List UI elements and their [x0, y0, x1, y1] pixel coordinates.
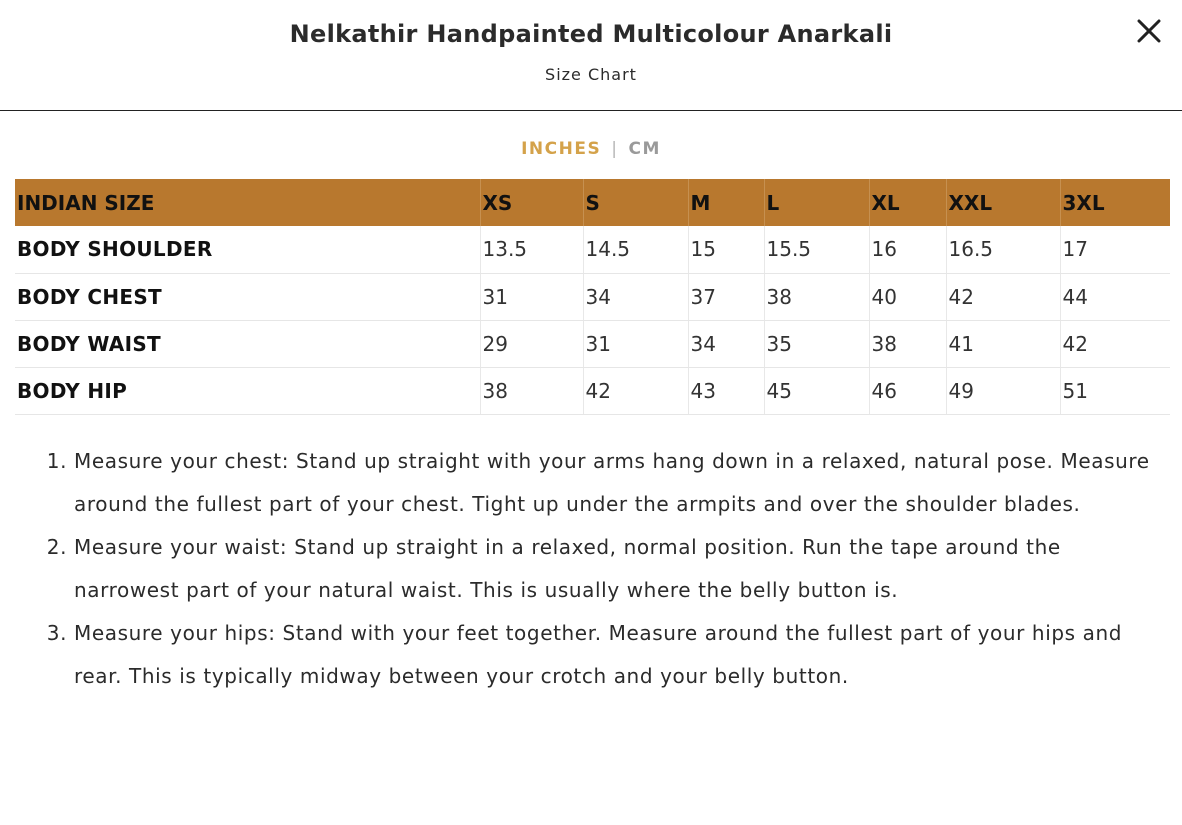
row-label: BODY WAIST	[15, 320, 480, 367]
table-cell: 13.5	[480, 226, 583, 273]
unit-toggle	[0, 139, 1182, 159]
unit-cm-tab[interactable]: CM	[628, 139, 661, 159]
table-cell: 34	[583, 273, 688, 320]
table-cell: 14.5	[583, 226, 688, 273]
table-cell: 37	[688, 273, 764, 320]
measurement-instructions	[30, 440, 1170, 698]
instruction-item: 3. Measure your hips: Stand with your feet together. Measure around the fullest part of your hips and rear. This is typically midway between your crotch and your belly button.	[74, 612, 1170, 698]
column-header: XL	[869, 179, 946, 226]
table-cell: 46	[869, 367, 946, 414]
size-table	[15, 179, 1170, 415]
table-cell: 15.5	[764, 226, 869, 273]
row-label: BODY SHOULDER	[15, 226, 480, 273]
table-cell: 38	[764, 273, 869, 320]
table-cell: 38	[480, 367, 583, 414]
column-header: L	[764, 179, 869, 226]
instruction-item: 2. Measure your waist: Stand up straight in a relaxed, normal position. Run the tape around the narrowest part of your natural waist. This is usually where the belly button is.	[74, 526, 1170, 612]
column-header: XXL	[946, 179, 1060, 226]
table-row	[15, 320, 1170, 367]
table-cell: 49	[946, 367, 1060, 414]
table-cell: 42	[1060, 320, 1170, 367]
table-cell: 31	[583, 320, 688, 367]
column-header: M	[688, 179, 764, 226]
size-chart-subtitle: Size Chart	[545, 65, 637, 84]
table-cell: 51	[1060, 367, 1170, 414]
close-button[interactable]	[1132, 14, 1166, 48]
table-row	[15, 226, 1170, 273]
table-header-row	[15, 179, 1170, 226]
product-title: Nelkathir Handpainted Multicolour Anarkali	[289, 20, 893, 48]
table-cell: 44	[1060, 273, 1170, 320]
table-cell: 34	[688, 320, 764, 367]
row-label: BODY HIP	[15, 367, 480, 414]
unit-inches-tab[interactable]: INCHES	[521, 139, 602, 159]
table-cell: 16.5	[946, 226, 1060, 273]
table-cell: 17	[1060, 226, 1170, 273]
table-cell: 41	[946, 320, 1060, 367]
table-cell: 40	[869, 273, 946, 320]
row-label: BODY CHEST	[15, 273, 480, 320]
instruction-item: 1. Measure your chest: Stand up straight with your arms hang down in a relaxed, natural pose. Measure around the fullest part of your chest. Tight up under the armpits and over the shoulder blades.	[74, 440, 1170, 526]
table-cell: 31	[480, 273, 583, 320]
table-cell: 43	[688, 367, 764, 414]
unit-separator: |	[611, 139, 619, 159]
table-cell: 42	[583, 367, 688, 414]
column-header: 3XL	[1060, 179, 1170, 226]
column-header: XS	[480, 179, 583, 226]
table-cell: 42	[946, 273, 1060, 320]
table-cell: 29	[480, 320, 583, 367]
modal-header	[0, 0, 1182, 111]
table-cell: 15	[688, 226, 764, 273]
close-icon	[1136, 18, 1162, 44]
table-row	[15, 273, 1170, 320]
column-header: INDIAN SIZE	[15, 179, 480, 226]
table-cell: 16	[869, 226, 946, 273]
table-cell: 45	[764, 367, 869, 414]
table-row	[15, 367, 1170, 414]
table-cell: 35	[764, 320, 869, 367]
column-header: S	[583, 179, 688, 226]
table-cell: 38	[869, 320, 946, 367]
